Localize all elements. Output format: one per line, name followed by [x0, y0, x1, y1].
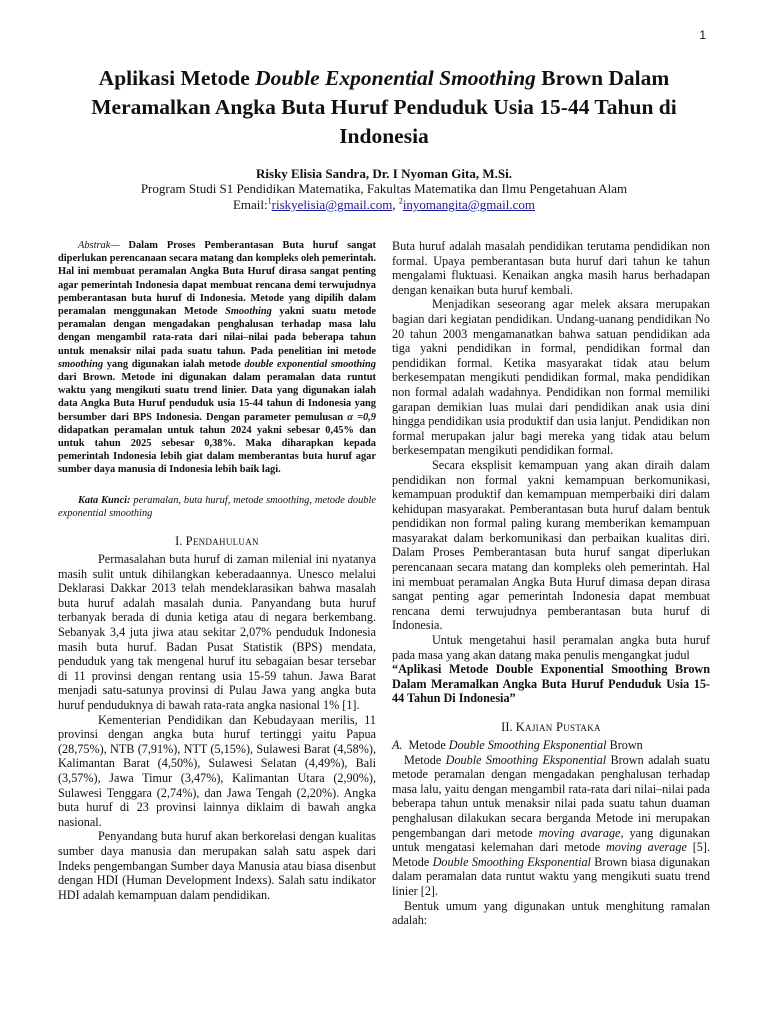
email-link-1[interactable]: riskyelisia@gmail.com: [271, 197, 393, 212]
general-form-paragraph: Bentuk umum yang digunakan untuk menghitung ramalan adalah:: [392, 898, 710, 928]
email-link-2[interactable]: inyomangita@gmail.com: [402, 197, 536, 212]
keywords: Kata Kunci: peramalan, buta huruf, metode smoothing, metode double exponential smoothing: [58, 494, 376, 519]
intro-paragraph-1: Permasalahan buta huruf di zaman milenial ini nyatanya masih sulit untuk dihilangkan keberadaannya. Unesco melalui Deklarasi Dakkar 2013 telah mendeklarasikan bahwa masalah buta huruf adalah masalah dunia. Panyandang buta huruf terbanyak berada di dunia ketiga atau di negara berkembang. Sebanyak 3,4 juta jiwa atau sekitar 2,07% penduduk Indonesia masih buta huruf. Badan Pusat Statistik (BPS) mendata, penduduk yang tak mengenal huruf itu sebagaian besar tersebar di 11 provinsi dengan rentang usia 15-59 tahun. Jawa Barat menjadi satu-satunya provinsi di Pulau Jawa yang angka buta huruf penduduknya di bawah rata-rata angka nasional 1% [1].: [58, 552, 376, 712]
intro-paragraph-3: Penyandang buta huruf akan berkorelasi dengan kualitas sumber daya manusia dan merupakan salah satu aspek dari Indeks pengembangan Sumber daya Manusia atau biasa disenbut dengan HDI (Human Development Indexs). Salah satu indikator HDI adalah kemampuan dalam pendidikan.: [58, 829, 376, 902]
affiliation: Program Studi S1 Pendidikan Matematika, Fakultas Matematika dan Ilmu Pengetahuan Alam: [140, 181, 628, 196]
authors: Risky Elisia Sandra, Dr. I Nyoman Gita, M.Si.: [256, 166, 512, 181]
abstract: Abstrak— Dalam Proses Pemberantasan Buta huruf sangat diperlukan perencanaan secara matang dan kompleks oleh pemerintah. Hal ini membuat peramalan Angka Buta Huruf dirasa sangat penting agar pemerintah Indonesia dapat membuat rencana demi terwujudnya pemberantasan buta huruf di Indonesia. Metode yang dipilih dalam peramalan menggunakan Metode Smoothing yakni suatu metode peramalan dengan mengadakan penghalusan terhadap masa lalu dengan mengambil rata-rata dari nilai–nilai pada beberapa tahun untuk menaksir nilai pada suatu tahun. Pada penelitian ini metode smoothing yang digunakan ialah metode double exponential smoothing dari Brown. Metode ini digunakan dalam peramalan data runtut waktu yang mengikuti suatu trend linier. Data yang digunakan ialah data Angka Buta Huruf penduduk usia 15-44 tahun di Indonesia yang bersumber dari BPS Indonesia. Dengan parameter pemulusan α =0,9 didapatkan peramalan untuk tahun 2024 yakni sebesar 0,45% dan untuk tahun 2025 sebesar 0,38%. Maka diharapkan kepada pemerintah Indonesia lebih giat dalam memberantas buta huruf agar sumber daya manusia di Indonesia lebih baik lagi.: [58, 240, 376, 476]
section-heading-literature: II. Kajian Pustaka: [501, 720, 601, 734]
intro-paragraph-6: Secara eksplisit kemampuan yang akan diraih dalam pendidikan non formal yakni kemampuan berkomunikasi, kemampuan produktif dan kemampuan memperbaiki diri dalam kehidupan masyarakat. Pemberantasan buta huruf dalam bentuk pendidikan non formal paling kurang memberikan kemampuan masyarakat dalam berkomunikasi dan perbaikan kualitas diri. Dalam Proses Pemberantasan buta huruf sangat diperlukan perencanaan secara matang dan kompleks oleh pemerintah. Hal ini membuat peramalan Angka Buta Huruf dimasa depan dirasa sangat penting agar pemerintah Indonesia dapat membuat rencana demi terwujudnya pemberantasan buta huruf di Indonesia.: [392, 457, 710, 633]
intro-paragraph-4: Buta huruf adalah masalah pendidikan terutama pendidikan non formal. Upaya pemberantasan buta huruf dari tahun ke tahun mengalami fluktuasi. Kenaikan angka masih harus berhadapan dengan kenaikan buta huruf kembali.: [392, 239, 710, 297]
right-column: [392, 239, 710, 928]
page-number: 1: [699, 28, 706, 42]
method-paragraph: Metode Double Smoothing Eksponential Brown adalah suatu metode peramalan dengan mengadakan penghalusan terhadap masa lalu, yaitu dengan mengambil rata-rata dari nilai–nilai pada beberapa tahun untuk menaksir nilai pada suatu tahun duaman penghalusan dilakukan secara berganda Metode ini merupakan pengembangan dari metode moving avarage, yang digunakan untuk mengatasi kelemahan dari metode moving average [5]. Metode Double Smoothing Eksponential Brown biasa digunakan dalam peramalan data runtut waktu yang mengikuti suatu trend linier [2].: [392, 752, 710, 898]
research-title-quote: “Aplikasi Metode Double Exponential Smoothing Brown Dalam Meramalkan Angka Buta Huruf Penduduk Usia 15-44 Tahun Di Indonesia”: [392, 662, 710, 706]
left-column: [58, 239, 376, 902]
paper-title: Aplikasi Metode Double Exponential Smoothing Brown Dalam Meramalkan Angka Buta Huruf Penduduk Usia 15-44 Tahun di Indonesia: [91, 66, 677, 148]
intro-paragraph-7: Untuk mengetahui hasil peramalan angka buta huruf pada masa yang akan datang maka penulis mengangkat judul: [392, 633, 710, 662]
section-heading-introduction: I. Pendahuluan: [175, 534, 259, 549]
intro-paragraph-5: Menjadikan seseorang agar melek aksara merupakan bagian dari kegiatan pendidikan. Undang-uanang pendidikan No 20 tahun 2003 mengamanatkan bahwa satuan pendidikan ada tiga yakni pendidikan in formal, pendidikan formal dan pendidikan formal. Ketika masyarakat tidak atau belum berkesempatan mengikuti pendidikan formal, maka pendidikan non formal adalah wadahnya. Pendidikan non formal memiliki garapan demikian luas mulai dari pendidikan anak usia dini hingga pendidikan usia produktif dan usia lanjut. Pendidikan non formal merupakan jalur bagi mereka yang tidak atau belum berkesempatan mengikuti pendidikan formal.: [392, 297, 710, 458]
email-line: Email:$^1$riskyelisia@gmail.com, $^2$inyomangita@gmail.com: [232, 196, 536, 212]
intro-paragraph-2: Kementerian Pendidikan dan Kebudayaan merilis, 11 provinsi dengan angka buta huruf tertinggi yaitu Papua (28,75%), NTB (7,91%), NTT (5,15%), Sulawesi Barat (4,58%), Kalimantan Barat (4,50%), Sulawesi Selatan (4,49%), Bali (3,57%), Jawa Timur (3,47%), Kalimantan Utara (2,90%), Sulawesi Tenggara (2,74%), dan Jawa Tengah (2,20%). Angka buta huruf di 23 provinsi lainnya diklaim di bawah angka nasional.: [58, 712, 376, 829]
subsection-a-heading: A. Metode Double Smoothing Eksponential Brown: [392, 738, 643, 752]
